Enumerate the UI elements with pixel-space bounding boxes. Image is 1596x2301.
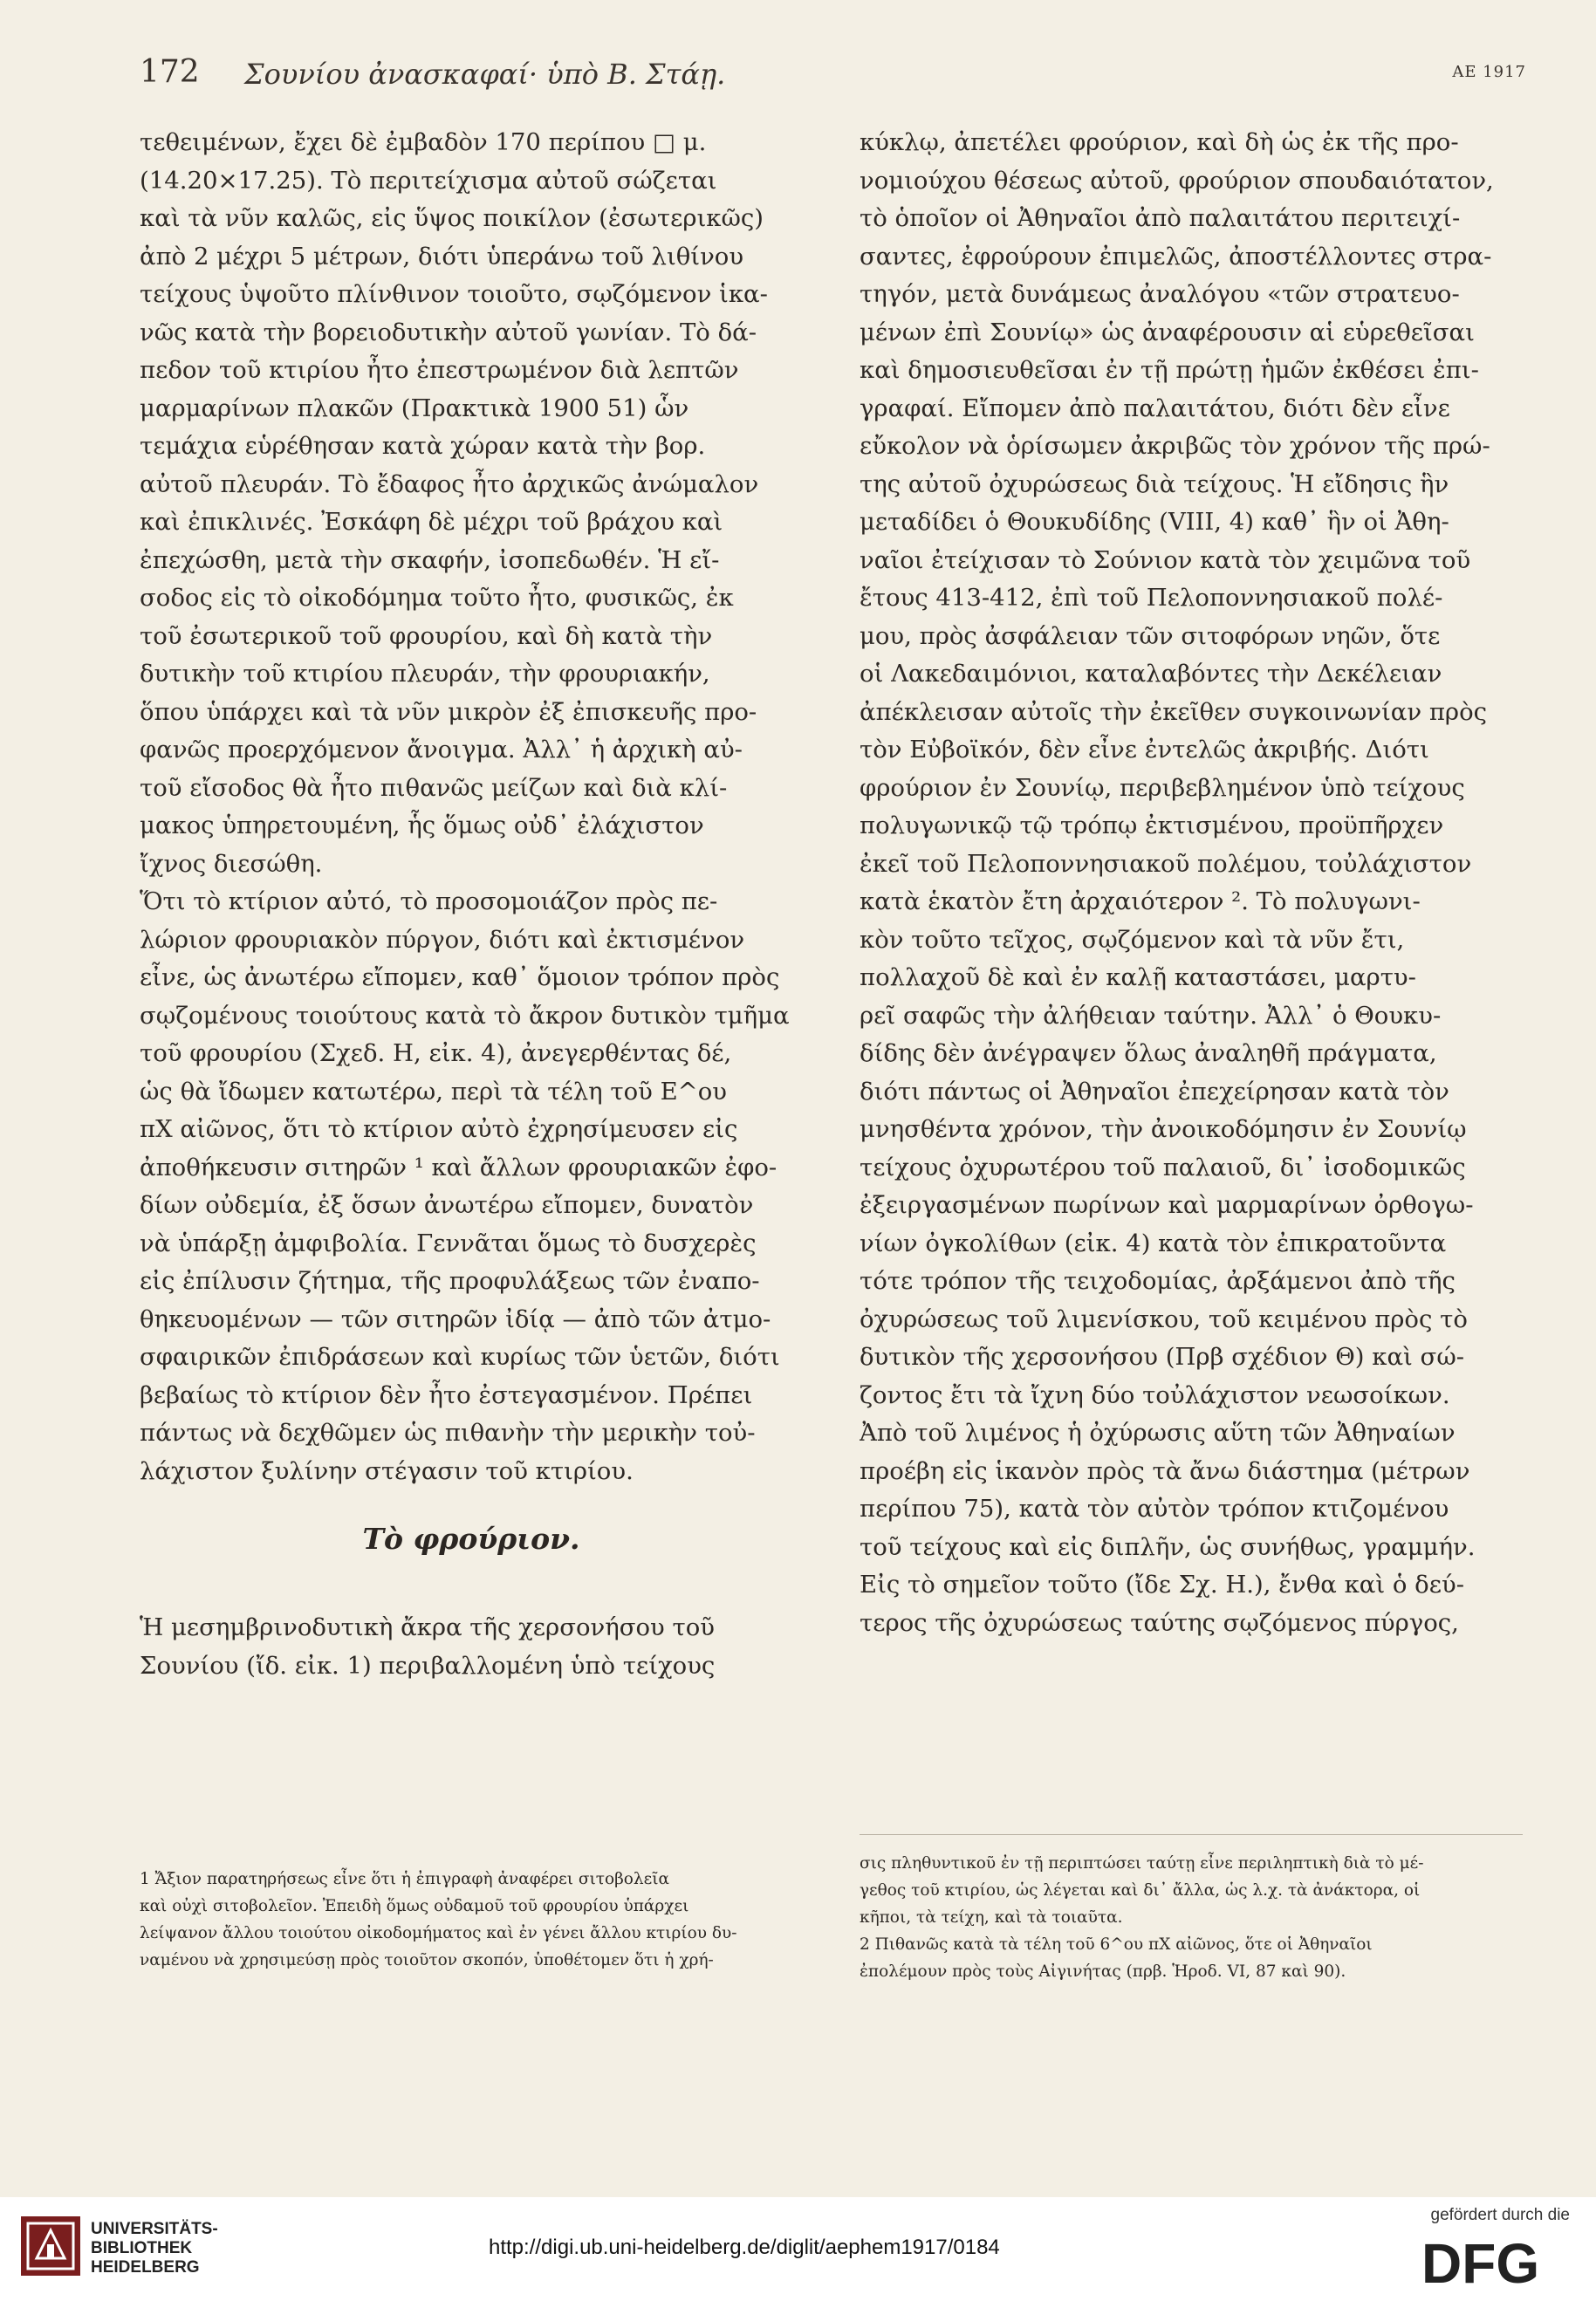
text-line: ναῖοι ἐτείχισαν τὸ Σούνιον κατὰ τὸν χειμῶνα τοῦ [860,545,1471,574]
footnote-line: λείψανον ἄλλου τοιούτου οἰκοδομήματος καὶ ἐν γένει ἄλλου κτιρίου δυ- [140,1924,737,1942]
section-heading: Τὸ φρούριον. [362,1522,580,1556]
text-line: τερος τῆς ὀχυρώσεως ταύτης σῳζόμενος πύργος, [860,1608,1459,1637]
footnote-line: 2 Πιθανῶς κατὰ τὰ τέλη τοῦ 6^ου πΧ αἰῶνος, ὅτε οἱ Ἀθηναῖοι [860,1935,1373,1954]
text-line: τείχους ὑψοῦτο πλίνθινον τοιοῦτο, σῳζόμενον ἱκα- [140,280,768,308]
text-line: κὸν τοῦτο τεῖχος, σῳζόμενον καὶ τὰ νῦν ἔτι, [860,925,1405,954]
text-line: ἴχνος διεσώθη. [140,849,323,878]
footnote-line: ἐπολέμουν πρὸς τοὺς Αἰγινήτας (πρβ. Ἡροδ. VI, 87 καὶ 90). [860,1962,1346,1981]
text-line: φανῶς προερχόμενον ἄνοιγμα. Ἀλλ᾽ ἡ ἀρχικὴ αὐ- [140,736,743,764]
text-line: νὰ ὑπάρξῃ ἀμφιβολία. Γεννᾶται ὅμως τὸ δυσχερὲς [140,1229,757,1257]
text-line: Ὅτι τὸ κτίριον αὐτό, τὸ προσομοιάζον πρὸς πε- [140,887,718,915]
text-line: ἀποθήκευσιν σιτηρῶν ¹ καὶ ἄλλων φρουριακῶν ἐφο- [140,1153,777,1181]
library-line-2: BIBLIOTHEK [91,2239,193,2257]
footnote-line: καὶ οὐχὶ σιτοβολεῖον. Ἐπειδὴ ὅμως οὐδαμοῦ τοῦ φρουρίου ὑπάρχει [140,1897,689,1915]
text-line: πάντως νὰ δεχθῶμεν ὡς πιθανὴν τὴν μερικὴν τοὐ- [140,1419,756,1447]
text-line: θηκευομένων — τῶν σιτηρῶν ἰδίᾳ — ἀπὸ τῶν ἀτμο- [140,1305,771,1333]
text-line: μαρμαρίνων πλακῶν (Πρακτικὰ 1900 51) ὧν [140,394,689,422]
text-line: διότι πάντως οἱ Ἀθηναῖοι ἐπεχείρησαν κατὰ τὸν [860,1077,1449,1106]
text-line: καὶ τὰ νῦν καλῶς, εἰς ὕψος ποικίλον (ἐσωτερικῶς) [140,204,764,232]
funded-by-label: gefördert durch die [1430,2206,1570,2224]
text-line: αὐτοῦ πλευράν. Τὸ ἔδαφος ἦτο ἀρχικῶς ἀνώμαλον [140,469,759,498]
text-line: μακος ὑπηρετουμένη, ἧς ὅμως οὐδ᾽ ἐλάχιστον [140,812,704,839]
text-line: Ἡ μεσημβρινοδυτικὴ ἄκρα τῆς χερσονήσου τοῦ [140,1613,716,1641]
text-line: καὶ δημοσιευθεῖσαι ἐν τῇ πρώτῃ ἡμῶν ἐκθέσει ἐπι- [860,356,1479,384]
running-title: Σουνίου ἀνασκαφαί· ὑπὸ Β. Στάῃ. [244,58,726,91]
text-line: πολλαχοῦ δὲ καὶ ἐν καλῇ καταστάσει, μαρτυ- [860,963,1416,991]
text-line: ρεῖ σαφῶς τὴν ἀλήθειαν ταύτην. Ἀλλ᾽ ὁ Θουκυ- [860,1001,1442,1030]
text-line: προέβη εἰς ἱκανὸν πρὸς τὰ ἄνω διάστημα (μέτρων [860,1456,1470,1485]
text-line: Ἀπὸ τοῦ λιμένος ἡ ὀχύρωσις αὕτη τῶν Ἀθηναίων [860,1419,1456,1447]
text-line: νίων ὀγκολίθων (εἰκ. 4) κατὰ τὸν ἐπικρατοῦντα [860,1229,1447,1257]
text-line: νομιούχου θέσεως αὐτοῦ, φρούριον σπουδαιότατον, [860,166,1494,195]
text-line: Εἰς τὸ σημεῖον τοῦτο (ἴδε Σχ. Η.), ἔνθα καὶ ὁ δεύ- [860,1571,1464,1599]
text-line: καὶ ἐπικλινές. Ἐσκάφη δὲ μέχρι τοῦ βράχου καὶ [140,508,723,536]
text-line: σφαιρικῶν ἐπιδράσεων καὶ κυρίως τῶν ὑετῶν, διότι [140,1343,780,1371]
text-line: ζοντος ἔτι τὰ ἴχνη δύο τοὐλάχιστον νεωσοίκων. [860,1380,1450,1409]
text-line: δίων οὐδεμία, ἐξ ὅσων ἀνωτέρω εἴπομεν, δυνατὸν [140,1191,754,1219]
text-line: ὡς θὰ ἴδωμεν κατωτέρω, περὶ τὰ τέλη τοῦ Ε^ου [140,1077,727,1106]
text-line: δυτικὸν τῆς χερσονήσου (Πρβ σχέδιον Θ) καὶ σώ- [860,1343,1465,1371]
text-line: ἐκεῖ τοῦ Πελοποννησιακοῦ πολέμου, τοὐλάχιστον [860,849,1472,878]
library-name [91,2220,218,2277]
footnote-line: σις πληθυντικοῦ ἐν τῇ περιπτώσει ταύτῃ εἶνε περιληπτικὴ διὰ τὸ μέ- [860,1854,1424,1873]
text-line: λάχιστον ξυλίνην στέγασιν τοῦ κτιρίου. [140,1456,634,1485]
text-line: μνησθέντα χρόνον, τὴν ἀνοικοδόμησιν ἐν Σουνίῳ [860,1115,1467,1143]
right-column [860,124,1523,1642]
text-line: μου, πρὸς ἀσφάλειαν τῶν σιτοφόρων νηῶν, ὅτε [860,621,1441,650]
text-line: (14.20×17.25). Τὸ περιτείχισμα αὐτοῦ σώζεται [140,166,717,195]
text-line: τότε τρόπον τῆς τειχοδομίας, ἀρξάμενοι ἀπὸ τῆς [860,1267,1456,1295]
library-line-3: HEIDELBERG [91,2258,200,2277]
left-footnotes [140,1866,803,1974]
text-line: πΧ αἰῶνος, ὅτι τὸ κτίριον αὐτὸ ἐχρησίμευσεν εἰς [140,1115,738,1143]
page-number: 172 [140,54,200,90]
text-line: ἀπέκλεισαν αὐτοῖς τὴν ἐκεῖθεν συγκοινωνίαν πρὸς [860,697,1488,726]
text-line: δίδης δὲν ἀνέγραψεν ὅλως ἀναληθῆ πράγματα, [860,1039,1437,1067]
text-line: ἐπεχώσθη, μετὰ τὴν σκαφήν, ἰσοπεδωθέν. Ἡ εἴ- [140,545,720,574]
text-line: Σουνίου (ἴδ. εἰκ. 1) περιβαλλομένη ὑπὸ τείχους [140,1651,716,1680]
text-line: τοῦ φρουρίου (Σχεδ. Η, εἰκ. 4), ἀνεγερθέντας δέ, [140,1039,732,1067]
text-line: εὔκολον νὰ ὁρίσωμεν ἀκριβῶς τὸν χρόνον τῆς πρώ- [860,432,1490,460]
text-line: τείχους ὀχυρωτέρου τοῦ παλαιοῦ, δι᾽ ἰσοδομικῶς [860,1153,1466,1181]
text-line: ἀπὸ 2 μέχρι 5 μέτρων, διότι ὑπεράνω τοῦ λιθίνου [140,242,744,271]
footnote-line: κῆποι, τὰ τείχη, καὶ τὰ τοιαῦτα. [860,1908,1123,1927]
footnote-line: 1 Ἄξιον παρατηρήσεως εἶνε ὅτι ἡ ἐπιγραφὴ ἀναφέρει σιτοβολεῖα [140,1870,669,1888]
university-seal-icon [19,2215,82,2277]
journal-label: ΑΕ 1917 [1452,63,1526,81]
running-header [140,54,1526,106]
text-line: εἰς ἐπίλυσιν ζήτημα, τῆς προφυλάξεως τῶν ἐναπο- [140,1267,760,1295]
text-line: σαντες, ἐφρούρουν ἐπιμελῶς, ἀποστέλλοντες στρα- [860,242,1492,271]
text-line: βεβαίως τὸ κτίριον δὲν ἦτο ἐστεγασμένον. Πρέπει [140,1380,753,1409]
text-line: μεταδίδει ὁ Θουκυδίδης (VIII, 4) καθ᾽ ἣν οἱ Ἀθη- [860,508,1449,536]
footnote-line: γεθος τοῦ κτιρίου, ὡς λέγεται καὶ δι᾽ ἄλλα, ὡς λ.χ. τὰ ἀνάκτορα, οἱ [860,1881,1421,1900]
text-line: περίπου 75), κατὰ τὸν αὐτὸν τρόπον κτιζομένου [860,1495,1449,1523]
text-line: οἱ Λακεδαιμόνιοι, καταλαβόντες τὴν Δεκέλειαν [860,660,1442,688]
text-line: ὀχυρώσεως τοῦ λιμενίσκου, τοῦ κειμένου πρὸς τὸ [860,1305,1468,1333]
footnote-line: ναμένου νὰ χρησιμεύσῃ πρὸς τοιοῦτον σκοπόν, ὑποθέτομεν ὅτι ἡ χρή- [140,1951,714,1969]
text-line: πολυγωνικῷ τῷ τρόπῳ ἐκτισμένου, προϋπῆρχεν [860,812,1444,839]
text-line: τηγόν, μετὰ δυνάμεως ἀναλόγου «τῶν στρατευο- [860,280,1460,308]
text-line: σοδος εἰς τὸ οἰκοδόμημα τοῦτο ἦτο, φυσικῶς, ἐκ [140,584,734,612]
text-line: τεμάχια εὑρέθησαν κατὰ χώραν κατὰ τὴν βορ. [140,432,706,460]
dfg-logo-text: DFG [1421,2232,1540,2288]
text-line: ἔτους 413-412, ἐπὶ τοῦ Πελοποννησιακοῦ πολέ- [860,584,1443,612]
text-line: νῶς κατὰ τὴν βορειοδυτικὴν αὐτοῦ γωνίαν. Τὸ δά- [140,318,757,346]
dfg-logo-icon [1421,2232,1570,2288]
footnote-separator [860,1834,1523,1835]
text-line: κατὰ ἑκατὸν ἔτη ἀρχαιότερον ². Τὸ πολυγωνι- [860,887,1421,915]
digitization-footer [0,2197,1596,2301]
left-column [140,124,803,1685]
text-line: εἶνε, ὡς ἀνωτέρω εἴπομεν, καθ᾽ ὅμοιον τρόπον πρὸς [140,963,780,991]
text-line: τεθειμένων, ἔχει δὲ ἐμβαδὸν 170 περίπου □ μ. [140,128,707,156]
text-line: ὅπου ὑπάρχει καὶ τὰ νῦν μικρὸν ἐξ ἐπισκευῆς προ- [140,697,757,726]
text-line: τὸ ὁποῖον οἱ Ἀθηναῖοι ἀπὸ παλαιτάτου περιτειχί- [860,204,1461,232]
text-line: δυτικὴν τοῦ κτιρίου πλευράν, τὴν φρουριακήν, [140,660,710,688]
text-line: τοῦ ἐσωτερικοῦ τοῦ φρουρίου, καὶ δὴ κατὰ τὴν [140,621,713,650]
permalink-url[interactable]: http://digi.ub.uni-heidelberg.de/diglit/aephem1917/0184 [489,2236,1000,2259]
text-line: πεδον τοῦ κτιρίου ἦτο ἐπεστρωμένον διὰ λεπτῶν [140,356,739,384]
library-line-1: UNIVERSITÄTS- [91,2220,218,2238]
right-footnotes [860,1850,1523,1985]
text-line: τοῦ τείχους καὶ εἰς διπλῆν, ὡς συνήθως, γραμμήν. [860,1532,1476,1561]
text-line: τὸν Εὐβοϊκόν, δὲν εἶνε ἐντελῶς ἀκριβής. Διότι [860,736,1429,764]
text-line: μένων ἐπὶ Σουνίῳ» ὡς ἀναφέρουσιν αἱ εὑρεθεῖσαι [860,318,1475,346]
text-line: φρούριον ἐν Σουνίῳ, περιβεβλημένον ὑπὸ τείχους [860,773,1465,802]
text-line: ἐξειργασμένων πωρίνων καὶ μαρμαρίνων ὀρθογω- [860,1191,1474,1219]
text-line: της αὐτοῦ ὀχυρώσεως διὰ τείχους. Ἡ εἴδησις ἣν [860,469,1449,498]
text-line: τοῦ εἴσοδος θὰ ἦτο πιθανῶς μείζων καὶ διὰ κλί- [140,773,728,802]
text-line: λώριον φρουριακὸν πύργον, διότι καὶ ἐκτισμένον [140,925,745,954]
text-line: σῳζομένους τοιούτους κατὰ τὸ ἄκρον δυτικὸν τμῆμα [140,1001,790,1030]
text-line: κύκλῳ, ἀπετέλει φρούριον, καὶ δὴ ὡς ἐκ τῆς προ- [860,128,1459,156]
text-line: γραφαί. Εἴπομεν ἀπὸ παλαιτάτου, διότι δὲν εἶνε [860,394,1450,422]
